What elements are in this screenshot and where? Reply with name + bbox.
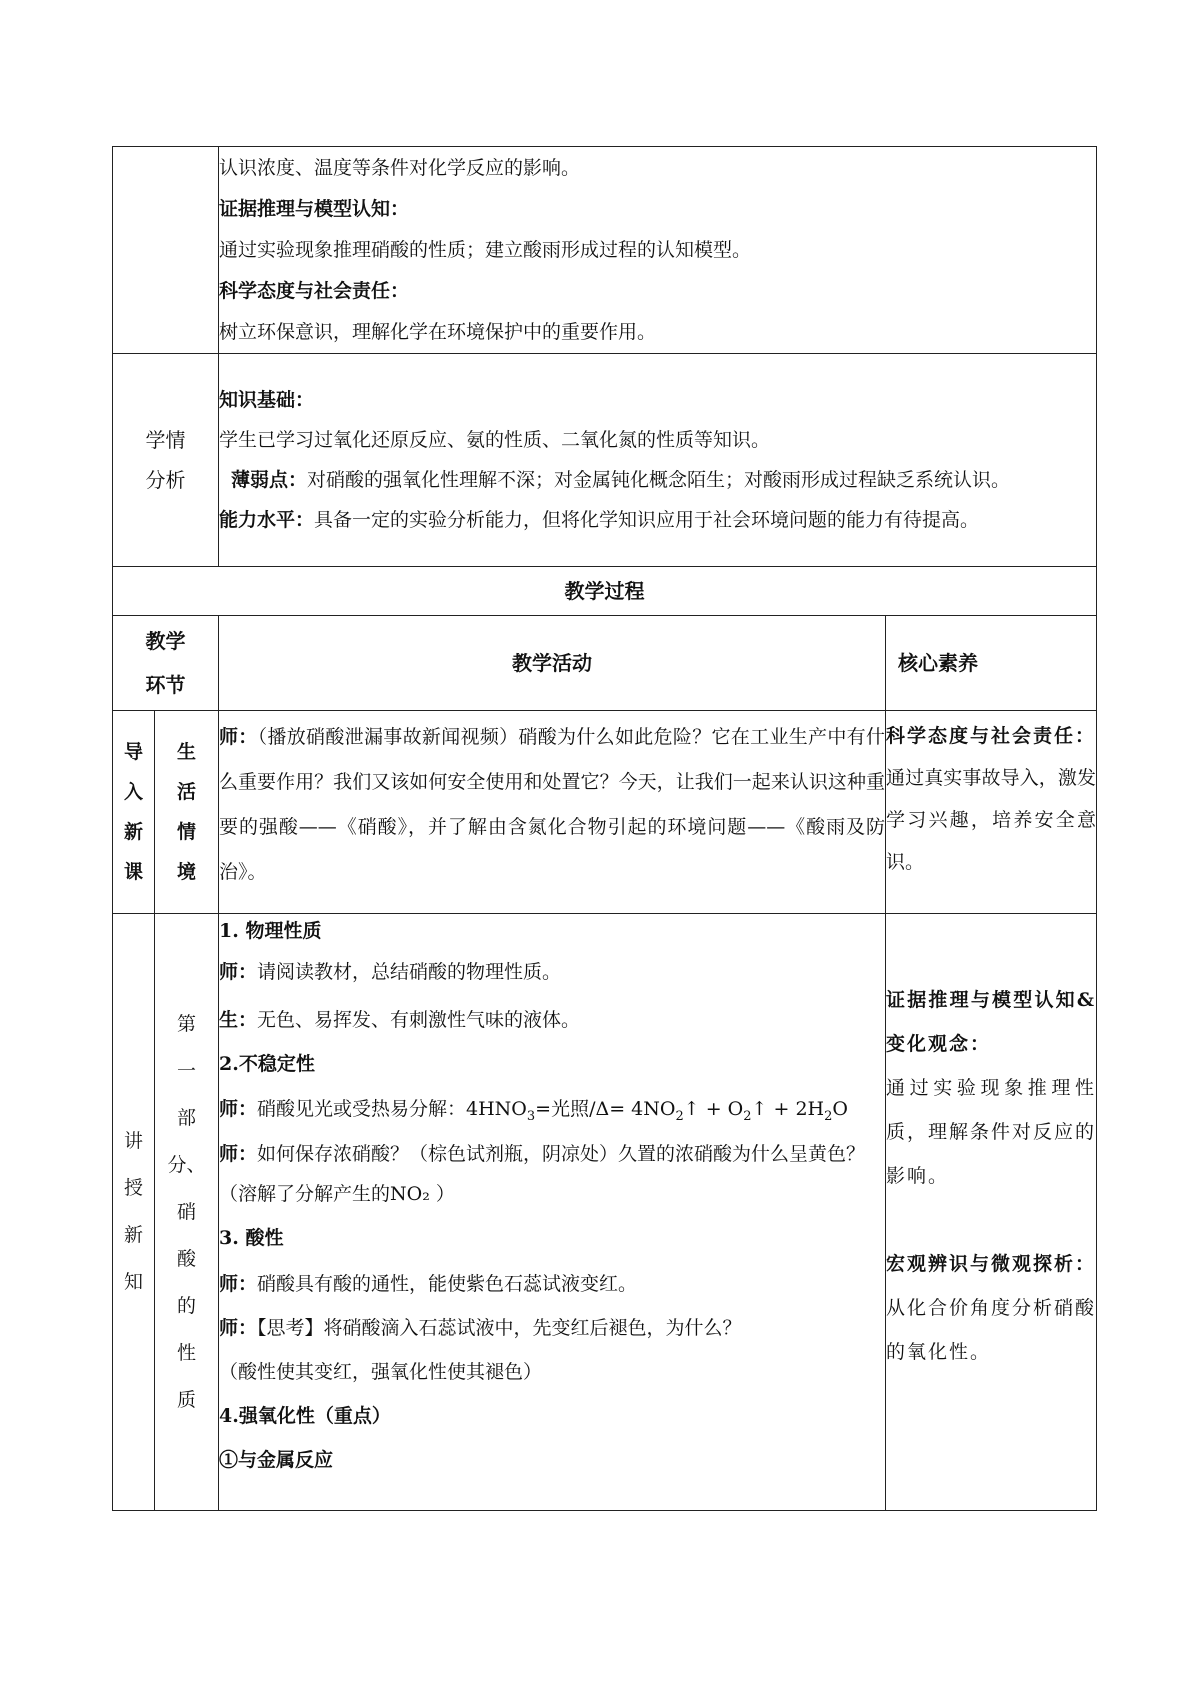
teach-substage: [155, 914, 219, 1511]
activity-text: 无色、易挥发、有刺激性气味的液体。: [257, 1009, 581, 1031]
objectives-row: [113, 147, 1097, 354]
activity-text: 硝酸具有酸的通性，能使紫色石蕊试液变红。: [257, 1273, 638, 1295]
substage-char: 质: [176, 1388, 196, 1411]
objective-heading: 科学态度与社会责任：: [219, 279, 410, 302]
teacher-prefix: 师：: [219, 1098, 258, 1120]
substage-char: 第: [176, 1012, 196, 1035]
stage-char: 课: [123, 861, 143, 883]
intro-stage: [113, 711, 155, 914]
core-title: 宏观辨识与微观探析：: [886, 1253, 1097, 1275]
ability-title: 能力水平：: [219, 509, 315, 531]
equation-subscript: 2: [824, 1108, 833, 1124]
knowledge-title: 知识基础：: [219, 389, 315, 411]
stage-char: 新: [123, 1224, 143, 1246]
equation-subscript: 2: [675, 1108, 684, 1124]
label-line: 学情: [145, 428, 186, 452]
teach-stage: [113, 914, 155, 1511]
teach-activity: [219, 914, 886, 1511]
stage-char: 入: [123, 781, 143, 803]
core-title: 科学态度与社会责任：: [886, 725, 1097, 747]
equation-subscript: 3: [526, 1108, 536, 1124]
substage-char: 情: [176, 821, 196, 843]
section-heading: 2.不稳定性: [219, 1053, 315, 1075]
section-heading: 4.强氧化性（重点）: [219, 1405, 391, 1427]
teacher-prefix: 师：: [219, 961, 258, 983]
substage-char: 的: [176, 1294, 196, 1317]
objective-line: 认识浓度、温度等条件对化学反应的影响。: [219, 156, 581, 179]
substage-char: 酸: [176, 1247, 196, 1270]
section-heading: 3. 酸性: [219, 1227, 284, 1249]
stage-char: 知: [123, 1271, 143, 1293]
activity-line: [219, 1262, 885, 1306]
objective-line: 树立环保意识，理解化学在环境保护中的重要作用。: [219, 320, 657, 343]
activity-line: [219, 948, 885, 996]
knowledge-text: 学生已学习过氧化还原反应、氨的性质、二氧化氮的性质等知识。: [219, 429, 771, 451]
core-text: 通过真实事故导入，激发学习兴趣，培养安全意识。: [886, 767, 1097, 873]
stage-char: 讲: [123, 1130, 143, 1152]
intro-row: [113, 711, 1097, 914]
student-analysis-row: [113, 354, 1097, 567]
student-analysis-content: [219, 354, 1097, 567]
activity-text: 请阅读教材，总结硝酸的物理性质。: [257, 961, 562, 983]
core-title: 证据推理与模型认知&变化观念：: [886, 989, 1097, 1055]
teacher-prefix: 师：: [219, 1273, 258, 1295]
activity-text: 如何保存浓硝酸？（棕色试剂瓶，阴凉处）久置的浓硝酸为什么呈黄色？（溶解了分解产生的NO₂ ）: [219, 1143, 866, 1205]
objectives-label-cell: [113, 147, 219, 354]
header-stage: [113, 616, 219, 711]
substage-char: 一: [176, 1059, 196, 1082]
teacher-prefix: 师：: [219, 726, 258, 748]
substage-char: 境: [176, 861, 196, 883]
activity-line: [219, 1084, 885, 1134]
intro-activity-text: （播放硝酸泄漏事故新闻视频）硝酸为什么如此危险？它在工业生产中有什么重要作用？我们又该如何安全使用和处置它？今天，让我们一起来认识这种重要的强酸——《硝酸》，并了解由含氮化合物引起的环境问题——《酸雨及防治》。: [219, 726, 885, 883]
process-title-row: [113, 567, 1097, 616]
intro-activity: [219, 711, 886, 914]
substage-char: 硝: [176, 1200, 196, 1223]
weak-title: 薄弱点：: [231, 469, 308, 491]
teach-row: [113, 914, 1097, 1511]
activity-line: [219, 996, 885, 1044]
equation-part: 硝酸见光或受热易分解：4HNO: [257, 1098, 527, 1120]
student-prefix: 生：: [219, 1009, 258, 1031]
label-line: 分析: [145, 468, 186, 492]
teacher-prefix: 师：: [219, 1317, 258, 1339]
intro-substage: [155, 711, 219, 914]
equation-subscript: 2: [743, 1108, 752, 1124]
core-spacer: [886, 1198, 1096, 1242]
objective-heading: 证据推理与模型认知：: [219, 197, 410, 220]
teach-core: [886, 914, 1097, 1511]
header-stage-line: 教学: [145, 629, 186, 653]
equation-part: ↑ + O: [683, 1098, 744, 1120]
equation-part: ↑ + 2H: [751, 1098, 825, 1120]
substage-char: 部: [176, 1106, 196, 1129]
section-heading: 1. 物理性质: [219, 920, 322, 942]
substage-char: 分、: [167, 1153, 206, 1176]
header-stage-line: 环节: [145, 673, 186, 697]
substage-char: 活: [176, 781, 196, 803]
ability-text: 具备一定的实验分析能力，但将化学知识应用于社会环境问题的能力有待提高。: [314, 509, 980, 531]
objective-line: 通过实验现象推理硝酸的性质；建立酸雨形成过程的认知模型。: [219, 238, 752, 261]
activity-line: [219, 1306, 885, 1350]
activity-text: （酸性使其变红，强氧化性使其褪色）: [219, 1361, 543, 1383]
header-activity: 教学活动: [219, 616, 886, 711]
activity-line: [219, 1134, 885, 1214]
lesson-plan-table: [112, 146, 1097, 1511]
process-title: 教学过程: [113, 567, 1097, 616]
weak-points: [188, 460, 1084, 500]
core-text: 从化合价角度分析硝酸的氧化性。: [886, 1297, 1097, 1363]
stage-char: 授: [123, 1177, 143, 1199]
substage-char: 生: [176, 741, 196, 763]
ability: [219, 500, 1084, 540]
weak-text: 对硝酸的强氧化性理解不深；对金属钝化概念陌生；对酸雨形成过程缺乏系统认识。: [307, 469, 1011, 491]
intro-core: [886, 711, 1097, 914]
section-heading: ①与金属反应: [219, 1449, 334, 1471]
objectives-content-cell: [219, 147, 1097, 354]
header-row: [113, 616, 1097, 711]
substage-char: 性: [176, 1341, 196, 1364]
teacher-prefix: 师：: [219, 1143, 258, 1165]
core-text: 通过实验现象推理性质，理解条件对反应的影响。: [886, 1077, 1097, 1187]
equation-part: O: [832, 1098, 848, 1120]
activity-text: 【思考】将硝酸滴入石蕊试液中，先变红后褪色，为什么？: [257, 1317, 742, 1339]
header-core: 核心素养: [886, 616, 1097, 711]
stage-char: 新: [123, 821, 143, 843]
stage-char: 导: [123, 741, 143, 763]
equation-part: =光照/Δ= 4NO: [535, 1098, 676, 1120]
